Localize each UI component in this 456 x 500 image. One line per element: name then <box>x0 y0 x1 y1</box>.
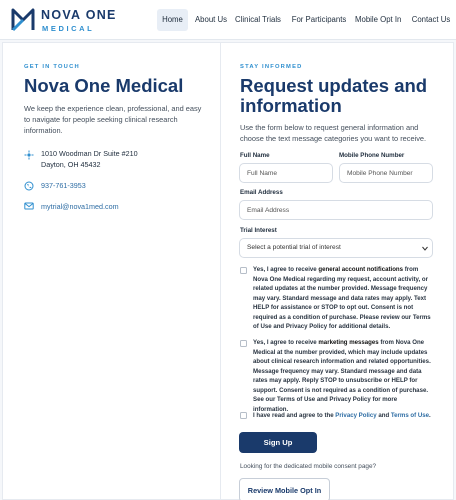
sign-up-button[interactable]: Sign Up <box>239 432 317 453</box>
email-link[interactable]: mytrial@nova1med.com <box>41 202 119 211</box>
nav-about-us[interactable]: About Us <box>194 15 228 24</box>
contact-description: We keep the experience clean, professional, and easy to navigate for people seeking clinical research information. <box>24 104 202 135</box>
agree-terms-text: I have read and agree to the Privacy Policy and Terms of Use. <box>253 412 431 419</box>
contact-title: Nova One Medical <box>24 75 184 96</box>
chevron-down-icon <box>422 246 428 251</box>
nav-contact-us[interactable]: Contact Us <box>411 15 451 24</box>
trial-interest-select[interactable] <box>239 238 433 258</box>
contact-eyebrow: GET IN TOUCH <box>24 64 80 70</box>
trial-interest-value: Select a potential trial of interest <box>247 244 341 251</box>
phone-link[interactable]: 937-761-3953 <box>41 181 86 190</box>
brand-subname: MEDICAL <box>42 24 95 33</box>
consent-notifications-text: Yes, I agree to receive general account notifications from Nova One Medical regarding my request, account activity, or related updates at the number provided. Message frequency may vary. Standard message and data rates may apply. Text HELP for assistance or STOP to opt out. Consent is not required as a condition of purchase. Please review our Terms of Use and Privacy Policy for additional details. <box>253 266 431 330</box>
phone-input[interactable] <box>339 163 433 183</box>
full-name-input[interactable] <box>239 163 333 183</box>
phone-label: Mobile Phone Number <box>339 152 405 159</box>
brand-name: NOVA ONE <box>41 8 117 22</box>
trial-interest-label: Trial Interest <box>240 227 277 234</box>
form-title-line2: information <box>240 95 342 116</box>
mobile-consent-prompt: Looking for the dedicated mobile consent page? <box>240 463 377 470</box>
email-label: Email Address <box>240 189 283 196</box>
nav-home[interactable]: Home <box>157 9 188 31</box>
site-header <box>0 0 456 40</box>
address-line1: 1010 Woodman Dr Suite #210 <box>41 149 138 158</box>
nav-for-participants[interactable]: For Participants <box>291 15 347 24</box>
full-name-label: Full Name <box>240 152 270 159</box>
consent-marketing-text: Yes, I agree to receive marketing messages from Nova One Medical at the number provided, which may include updates about clinical research information and related opportunities. Message frequency may vary. Standard message and data rates may apply. Reply STOP to unsubscribe or HELP for support. Consent is not required as a condition of purchase. See our Terms of Use and Privacy Policy for more information. <box>253 339 431 413</box>
brand-logo[interactable] <box>10 6 130 34</box>
logo-mark-icon <box>10 7 36 33</box>
mail-icon <box>24 201 34 211</box>
nav-clinical-trials[interactable]: Clinical Trials <box>235 15 281 24</box>
privacy-policy-link[interactable]: Privacy Policy <box>335 412 377 419</box>
nav-mobile-opt-in[interactable]: Mobile Opt In <box>355 15 402 24</box>
location-icon <box>24 150 34 160</box>
agree-terms-checkbox[interactable] <box>240 412 247 419</box>
consent-marketing-checkbox[interactable] <box>240 340 247 347</box>
phone-icon <box>24 181 34 191</box>
form-title-line1: Request updates and <box>240 75 428 96</box>
address-line2: Dayton, OH 45432 <box>41 160 101 169</box>
terms-of-use-link[interactable]: Terms of Use <box>390 412 430 419</box>
form-intro: Use the form below to request general information and choose the text message categories you want to receive. <box>240 123 427 143</box>
email-input[interactable] <box>239 200 433 220</box>
consent-notifications-checkbox[interactable] <box>240 267 247 274</box>
form-eyebrow: STAY INFORMED <box>240 64 303 70</box>
review-mobile-opt-in-button[interactable]: Review Mobile Opt In <box>239 478 330 500</box>
